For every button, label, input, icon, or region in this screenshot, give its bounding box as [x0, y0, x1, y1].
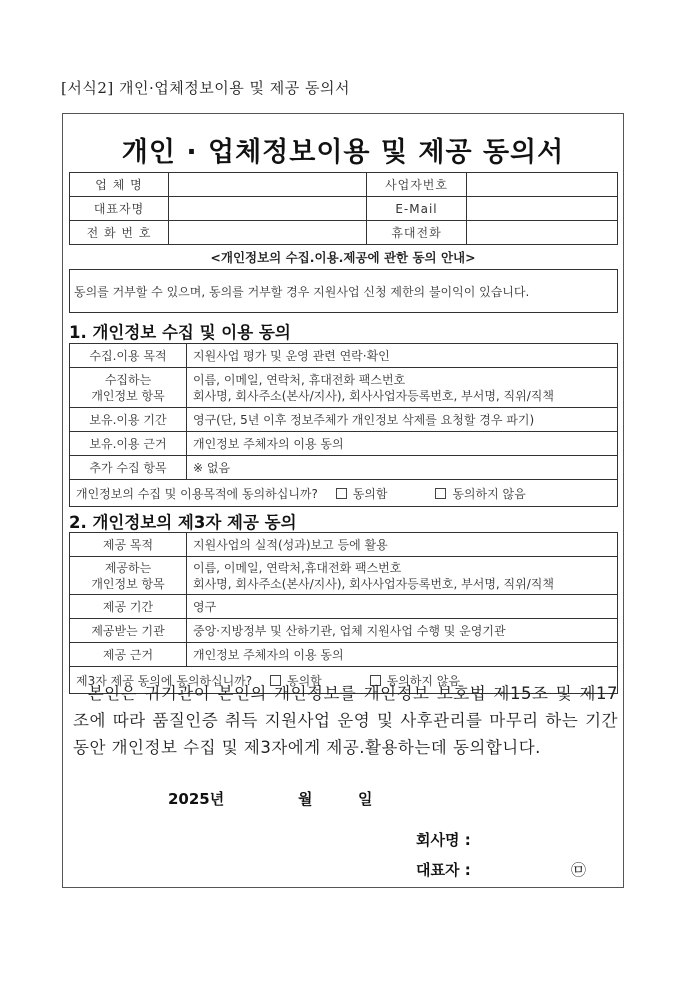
representative-field[interactable] [169, 197, 367, 221]
table-row [70, 533, 618, 557]
table-row [70, 557, 618, 595]
label-line: 개인정보 항목 [91, 576, 165, 591]
mobile-label: 휴대전화 [367, 221, 467, 245]
company-name-label: 업 체 명 [70, 173, 169, 197]
notice-box [69, 269, 618, 313]
consent-form [62, 113, 624, 888]
email-field[interactable] [467, 197, 618, 221]
consent-question: 제3자 제공 동의에 동의하십니까? [76, 673, 253, 688]
table-row [70, 173, 618, 197]
consent-question-cell [70, 480, 618, 507]
table-row [70, 408, 618, 432]
value-line: 회사명, 회사주소(본사/지사), 회사사업자등록번호, 부서명, 직위/직책 [193, 576, 554, 591]
agree-label: 동의함 [286, 673, 322, 688]
table-row [70, 221, 618, 245]
row-value: 영구 [187, 595, 618, 619]
disagree-checkbox[interactable] [435, 488, 446, 499]
consent-question-row [70, 480, 618, 507]
section2-heading: 2. 개인정보의 제3자 제공 동의 [69, 513, 297, 532]
notice-text: 동의를 거부할 수 있으며, 동의를 거부할 경우 지원사업 신청 제한의 불이익이 있습니다. [74, 285, 530, 299]
agree-label: 동의함 [352, 486, 388, 501]
form-label: [서식2] 개인·업체정보이용 및 제공 동의서 [61, 79, 350, 97]
phone-field[interactable] [169, 221, 367, 245]
row-label [70, 557, 187, 595]
row-value: 중앙·지방정부 및 산하기관, 업체 지원사업 수행 및 운영기관 [187, 619, 618, 643]
table-row [70, 368, 618, 408]
table-row [70, 344, 618, 368]
business-number-label: 사업자번호 [367, 173, 467, 197]
section1-heading: 1. 개인정보 수집 및 이용 동의 [69, 323, 291, 342]
statement-text: 본인은 귀기관이 본인의 개인정보를 개인정보 보호법 제15조 및 제17조에 따라 품질인증 취득 지원사업 운영 및 사후관리를 마무리 하는 기간 동안 개인정보 수집 및 제3자에게 제공.활용하는데 동의합니다. [73, 684, 618, 757]
email-label: E-Mail [367, 197, 467, 221]
row-label: 제공 기간 [70, 595, 187, 619]
table-row [70, 595, 618, 619]
row-label: 보유.이용 기간 [70, 408, 187, 432]
row-value: 지원사업 평가 및 운영 관련 연락·확인 [187, 344, 618, 368]
agree-checkbox[interactable] [336, 488, 347, 499]
consent-question: 개인정보의 수집 및 이용목적에 동의하십니까? [76, 486, 318, 501]
value-line: 회사명, 회사주소(본사/지사), 회사사업자등록번호, 부서명, 직위/직책 [193, 388, 554, 403]
representative-label: 대표자명 [70, 197, 169, 221]
table-row [70, 456, 618, 480]
table-row [70, 643, 618, 667]
row-label [70, 368, 187, 408]
third-party-consent-table [69, 532, 618, 694]
disagree-label: 동의하지 않음 [452, 486, 526, 501]
table-row [70, 619, 618, 643]
company-signature-label: 회사명 : [416, 831, 471, 849]
row-label: 추가 수집 항목 [70, 456, 187, 480]
date-day: 일 [358, 790, 373, 808]
disagree-label: 동의하지 않음 [386, 673, 460, 688]
label-line: 제공하는 [104, 560, 152, 575]
seal-icon: ㉤ [571, 861, 587, 879]
value-line: 이름, 이메일, 연락처,휴대전화 팩스번호 [193, 560, 402, 575]
table-row [70, 197, 618, 221]
business-number-field[interactable] [467, 173, 618, 197]
label-line: 개인정보 항목 [91, 388, 165, 403]
row-value [187, 557, 618, 595]
company-name-field[interactable] [169, 173, 367, 197]
row-value: ※ 없음 [187, 456, 618, 480]
company-info-table [69, 172, 618, 245]
table-row [70, 432, 618, 456]
row-label: 제공받는 기관 [70, 619, 187, 643]
representative-signature-label: 대표자 : [416, 861, 471, 879]
row-value: 개인정보 주체자의 이용 동의 [187, 432, 618, 456]
date-year: 2025년 [168, 790, 225, 808]
label-line: 수집하는 [104, 372, 152, 387]
row-label: 수집.이용 목적 [70, 344, 187, 368]
row-label: 보유.이용 근거 [70, 432, 187, 456]
mobile-field[interactable] [467, 221, 618, 245]
row-label: 제공 목적 [70, 533, 187, 557]
notice-heading: <개인정보의 수집.이용.제공에 관한 동의 안내> [210, 250, 476, 265]
row-label: 제공 근거 [70, 643, 187, 667]
value-line: 이름, 이메일, 연락처, 휴대전화 팩스번호 [193, 372, 406, 387]
date-month: 월 [298, 790, 313, 808]
row-value: 개인정보 주체자의 이용 동의 [187, 643, 618, 667]
consent-statement [73, 680, 618, 761]
row-value: 지원사업의 실적(성과)보고 등에 활용 [187, 533, 618, 557]
phone-label: 전 화 번 호 [70, 221, 169, 245]
row-value [187, 368, 618, 408]
row-value: 영구(단, 5년 이후 정보주체가 개인정보 삭제를 요청할 경우 파기) [187, 408, 618, 432]
page-title: 개인 · 업체정보이용 및 제공 동의서 [121, 137, 565, 168]
collection-consent-table [69, 343, 618, 507]
